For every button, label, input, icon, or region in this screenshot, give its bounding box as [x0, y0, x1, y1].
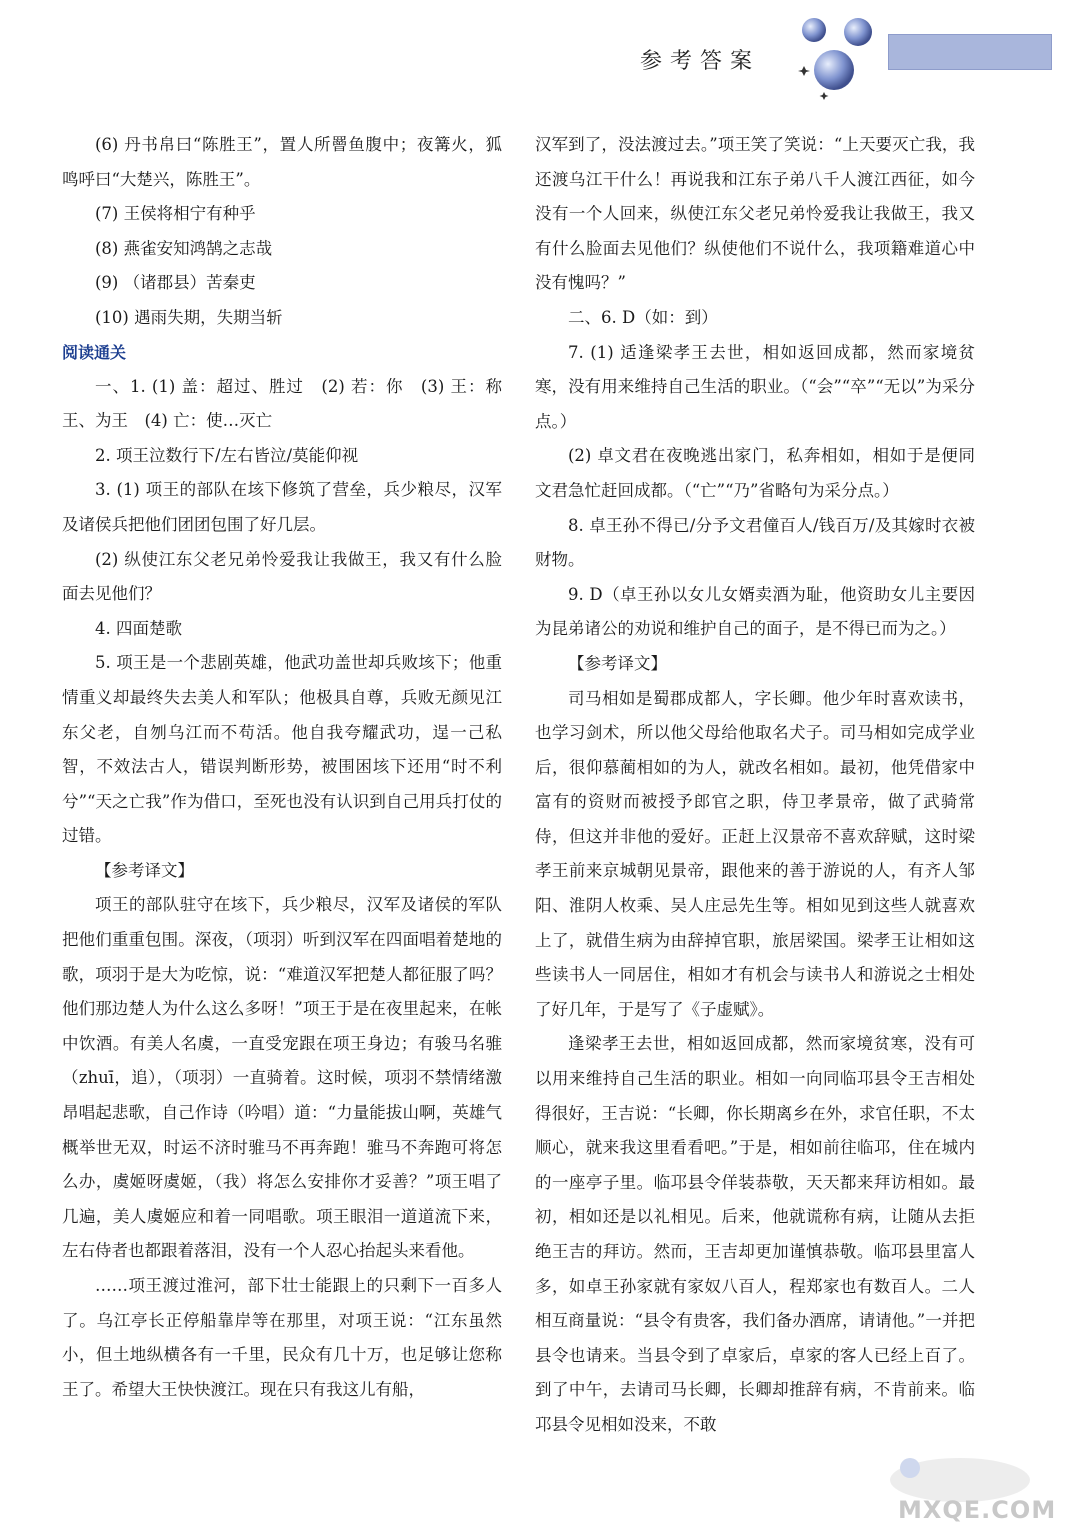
answer-item: (9) （诸郡县）苦秦吏 — [95, 273, 256, 293]
answer-item: 二、6. D（如：到） — [568, 307, 718, 327]
right-column — [535, 128, 975, 1443]
translation-heading: 【参考译文】 — [568, 653, 667, 673]
answer-item: 5. 项王是一个悲剧英雄，他武功盖世却兵败垓下；他重情重义却最终失去美人和军队；他极具自尊，兵败无颜见江东父老，自刎乌江而不苟活。他自我夸耀武功，逞一己私智，不效法古人，错误判断形势，被围困垓下还用“时不利兮”“天之亡我”作为借口，至死也没有认识到自己用兵打仗的过错。 — [62, 653, 502, 846]
answer-item: 2. 项王泣数行下/左右皆泣/莫能仰视 — [95, 445, 359, 465]
answer-item: 4. 四面楚歌 — [95, 618, 182, 638]
answer-item: 3. (1) 项王的部队在垓下修筑了营垒，兵少粮尽，汉军及诸侯兵把他们团团包围了好几层。 — [62, 480, 502, 534]
answer-item: 9. D（卓王孙以女儿女婿卖酒为耻，他资助女儿主要因为昆弟诸公的劝说和维护自己的面子，是不得已而为之。） — [535, 584, 975, 639]
answer-item: (2) 纵使江东父老兄弟怜爱我让我做王，我又有什么脸面去见他们？ — [62, 549, 502, 604]
translation-paragraph: 汉军到了，没法渡过去。”项王笑了笑说：“上天要灭亡我，我还渡乌江干什么！再说我和江东子弟八千人渡江西征，如今没有一个人回来，纵使江东父老兄弟怜爱我让我做王，我又有什么脸面去见他们？纵使他们不说什么，我项籍难道心中没有愧吗？” — [535, 135, 975, 293]
page-header-title: 参考答案 — [640, 49, 761, 74]
translation-paragraph: 逢梁孝王去世，相如返回成都，然而家境贫寒，没有可以用来维持自己生活的职业。相如一向同临邛县令王吉相处得很好，王吉说：“长卿，你长期离乡在外，求官任职，不太顺心，就来我这里看看吧。”于是，相如前往临邛，住在城内的一座亭子里。临邛县令佯装恭敬，天天都来拜访相如。最初，相如还是以礼相见。后来，他就谎称有病，让随从去拒绝王吉的拜访。然而，王吉却更加谨慎恭敬。临邛县里富人多，如卓王孙家就有家奴八百人，程郑家也有数百人。二人相互商量说：“县令有贵客，我们备办酒席，请请他。”一并把县令也请来。当县令到了卓家后，卓家的客人已经上百了。到了中午，去请司马长卿，长卿却推辞有病，不肯前来。临邛县令见相如没来，不敢 — [535, 1034, 975, 1434]
answer-item: 一、1. (1) 盖：超过、胜过 (2) 若：你 (3) 王：称王、为王 (4) 亡：使…灭亡 — [62, 376, 502, 431]
watermark-text: MXQE.COM — [898, 1496, 1057, 1524]
section-title: 阅读通关 — [62, 342, 127, 362]
left-column — [62, 128, 502, 1407]
answer-item: (8) 燕雀安知鸿鹄之志哉 — [95, 238, 273, 258]
translation-paragraph: ……项王渡过淮河，部下壮士能跟上的只剩下一百多人了。乌江亭长正停船靠岸等在那里，对项王说：“江东虽然小，但土地纵横各有一千里，民众有几十万，也足够让您称王了。希望大王快快渡江。现在只有我这儿有船， — [62, 1276, 502, 1399]
answer-item: 8. 卓王孙不得已/分予文君僮百人/钱百万/及其嫁时衣被财物。 — [535, 515, 975, 570]
answer-item: (6) 丹书帛曰“陈胜王”，置人所罾鱼腹中；夜篝火，狐鸣呼曰“大楚兴，陈胜王”。 — [62, 135, 502, 189]
header-color-bar — [888, 34, 1052, 70]
answer-item: (7) 王侯将相宁有种乎 — [95, 204, 256, 224]
translation-paragraph: 项王的部队驻守在垓下，兵少粮尽，汉军及诸侯的军队把他们重重包围。深夜，（项羽）听到汉军在四面唱着楚地的歌，项羽于是大为吃惊，说：“难道汉军把楚人都征服了吗？他们那边楚人为什么这么多呀！”项王于是在夜里起来，在帐中饮酒。有美人名虞，一直受宠跟在项王身边；有骏马名骓（zhuī，追），（项羽）一直骑着。这时候，项羽不禁情绪激昂唱起悲歌，自己作诗（吟唱）道：“力量能拔山啊，英雄气概举世无双，时运不济时骓马不再奔跑！骓马不奔跑可将怎么办，虞姬呀虞姬，（我）将怎么安排你才妥善？”项王唱了几遍，美人虞姬应和着一同唱歌。项王眼泪一道道流下来，左右侍者也都跟着落泪，没有一个人忍心抬起头来看他。 — [62, 895, 502, 1261]
translation-heading: 【参考译文】 — [95, 860, 194, 880]
translation-paragraph: 司马相如是蜀郡成都人，字长卿。他少年时喜欢读书，也学习剑术，所以他父母给他取名犬子。司马相如完成学业后，很仰慕蔺相如的为人，就改名相如。最初，他凭借家中富有的资财而被授予郎官之职，侍卫孝景帝，做了武骑常侍，但这并非他的爱好。正赶上汉景帝不喜欢辞赋，这时梁孝王前来京城朝见景帝，跟他来的善于游说的人，有齐人邹阳、淮阴人枚乘、吴人庄忌先生等。相如见到这些人就喜欢上了，就借生病为由辞掉官职，旅居梁国。梁孝王让相如这些读书人一同居住，相如才有机会与读书人和游说之士相处了好几年，于是写了《子虚赋》。 — [535, 688, 975, 1019]
answer-item: 7. (1) 适逢梁孝王去世，相如返回成都，然而家境贫寒，没有用来维持自己生活的职业。（“会”“卒”“无以”为采分点。） — [535, 342, 975, 431]
bubbles-decoration-icon — [790, 8, 890, 103]
answer-item: (10) 遇雨失期，失期当斩 — [95, 307, 283, 327]
answer-item: (2) 卓文君在夜晚逃出家门，私奔相如，相如于是便同文君急忙赶回成都。（“亡”“乃”省略句为采分点。） — [535, 446, 975, 500]
